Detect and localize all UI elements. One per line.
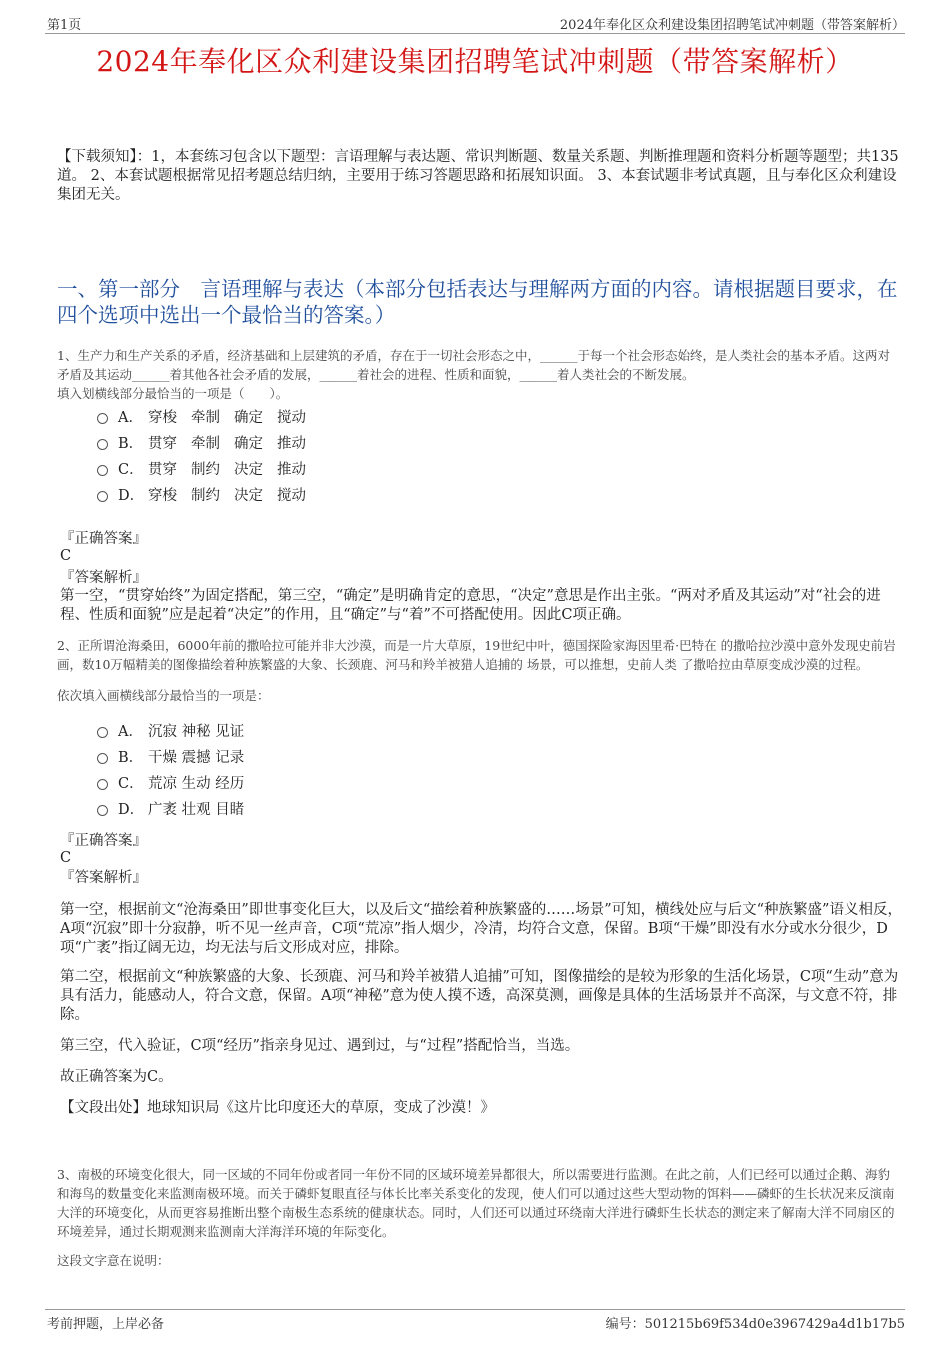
analysis-text: 第一空，“贯穿始终”为固定搭配，第三空，“确定”是明确肯定的意思，“决定”意思是作出主张。“两对矛盾及其运动”对“社会的进程、性质和面貌”应是起着“决定”的作用，且“确定”与“着”不可搭配使用。因此C项正确。 [60,588,881,623]
analysis-paragraph: 第三空，代入验证，C项“经历”指亲身见过、遇到过，与“过程”搭配恰当，当选。 [60,1038,580,1054]
header-doc-title: 2024年奉化区众利建设集团招聘笔试冲刺题（带答案解析） [559,18,905,33]
answer-value: C [60,850,72,866]
footer-slogan: 考前押题，上岸必备 [47,1317,165,1332]
question-1-option-d[interactable]: D． 穿梭 制约 决定 搅动 [97,481,902,507]
download-notice [57,148,899,205]
question-3 [57,1165,902,1270]
question-2-option-b[interactable]: B． 干燥 震撼 记录 [97,743,902,769]
document-title: 2024年奉化区众利建设集团招聘笔试冲刺题（带答案解析） [96,45,854,78]
question-3-stem: 3、南极的环境变化很大，同一区域的不同年份或者同一年份不同的区域环境差异都很大，所以需要进行监测。在此之前，人们已经可以通过企鹅、海豹和海鸟的数量变化来监测南极环境。而关于磷虾复眼直径与体长比率关系变化的发现，使人们可以通过这些大型动物的饵料——磷虾的生长状况来反演南大洋的环境变化，从而更容易推断出整个南极生态系统的健康状态。同时，人们还可以通过环绕南大洋进行磷虾生长状态的测定来了解南大洋不同扇区的环境差异，通过长期观测来监测南大洋海洋环境的年际变化。 [57,1167,895,1239]
question-3-prompt: 这段文字意在说明： [57,1253,170,1268]
analysis-paragraph: 第一空，根据前文“沧海桑田”即世事变化巨大，以及后文“描绘着种族繁盛的……场景”可知，横线处应与后文“种族繁盛”语义相反，A项“沉寂”即十分寂静，听不见一丝声音，C项“荒凉”指人烟少，冷清，均符合文意，保留。B项“干燥”即没有水分或水分很少，D项“广袤”指辽阔无边，均无法与后文形成对应，排除。 [60,902,902,956]
answer-value: C [60,548,72,564]
question-2-option-d[interactable]: D． 广袤 壮观 目睹 [97,795,902,821]
radio-icon[interactable] [97,413,108,424]
question-1-stem: 1、生产力和生产关系的矛盾，经济基础和上层建筑的矛盾，存在于一切社会形态之中，______于每一个社会形态始终，是人类社会的基本矛盾。这两对矛盾及其运动______着其他各社会矛盾的发展，______着社会的进程、性质和面貌，______着人类社会的不断发展。 [57,348,890,382]
radio-icon[interactable] [97,805,108,816]
question-2 [57,636,902,1118]
radio-icon[interactable] [97,779,108,790]
analysis-label: 『答案解析』 [60,870,147,886]
radio-icon[interactable] [97,727,108,738]
notice-label: 【下载须知】 [57,149,137,165]
analysis-paragraph: 故正确答案为C。 [60,1069,173,1085]
notice-text: ：1，本套练习包含以下题型：言语理解与表达题、常识判断题、数量关系题、判断推理题和资料分析题等题型；共135道。 2、本套试题根据常见招考题总结归纳，主要用于练习答题思路和拓展知识面。 3、本套试题非考试真题，且与奉化区众利建设集团无关。 [57,149,899,203]
question-1-prompt: 填入划横线部分最恰当的一项是（ ）。 [57,386,289,401]
analysis-label: 『答案解析』 [60,570,147,586]
section-heading: 一、第一部分 言语理解与表达（本部分包括表达与理解两方面的内容。请根据题目要求，在四个选项中选出一个最恰当的答案。） [57,277,898,327]
page-number: 第1页 [47,18,82,33]
question-2-option-a[interactable]: A． 沉寂 神秘 见证 [97,717,902,743]
question-1-option-c[interactable]: C． 贯穿 制约 决定 推动 [97,455,902,481]
footer-doc-id: 编号：501215b69f534d0e3967429a4d1b17b5 [605,1317,905,1332]
analysis-paragraph: 第二空，根据前文“种族繁盛的大象、长颈鹿、河马和羚羊被猎人追捕”可知，图像描绘的是较为形象的生活化场景，C项“生动”意为具有活力，能感动人，符合文意，保留。A项“神秘”意为使人摸不透，高深莫测，画像是具体的生活场景并不高深，与文意不符，排除。 [60,969,899,1023]
radio-icon[interactable] [97,753,108,764]
header-divider [45,33,905,34]
question-2-option-c[interactable]: C． 荒凉 生动 经历 [97,769,902,795]
answer-label: 『正确答案』 [60,833,147,849]
radio-icon[interactable] [97,465,108,476]
radio-icon[interactable] [97,491,108,502]
question-1-option-a[interactable]: A． 穿梭 牵制 确定 搅动 [97,403,902,429]
footer-divider [45,1309,905,1310]
radio-icon[interactable] [97,439,108,450]
answer-label: 『正确答案』 [60,531,147,547]
question-1-option-b[interactable]: B． 贯穿 牵制 确定 推动 [97,429,902,455]
question-1 [57,346,902,625]
question-2-prompt: 依次填入画横线部分最恰当的一项是： [57,688,270,703]
question-2-stem: 2、正所谓沧海桑田，6000年前的撒哈拉可能并非大沙漠，而是一片大草原，19世纪中叶，德国探险家海因里希·巴特在 的撒哈拉沙漠中意外发现史前岩画，数10万幅精美的图像描绘着种族繁盛的大象、长颈鹿、河马和羚羊被猎人追捕的 场景，可以推想，史前人类 了撒哈拉由草原变成沙漠的过程。 [57,638,896,672]
source-citation: 【文段出处】地球知识局《这片比印度还大的草原，变成了沙漠！》 [60,1100,495,1116]
